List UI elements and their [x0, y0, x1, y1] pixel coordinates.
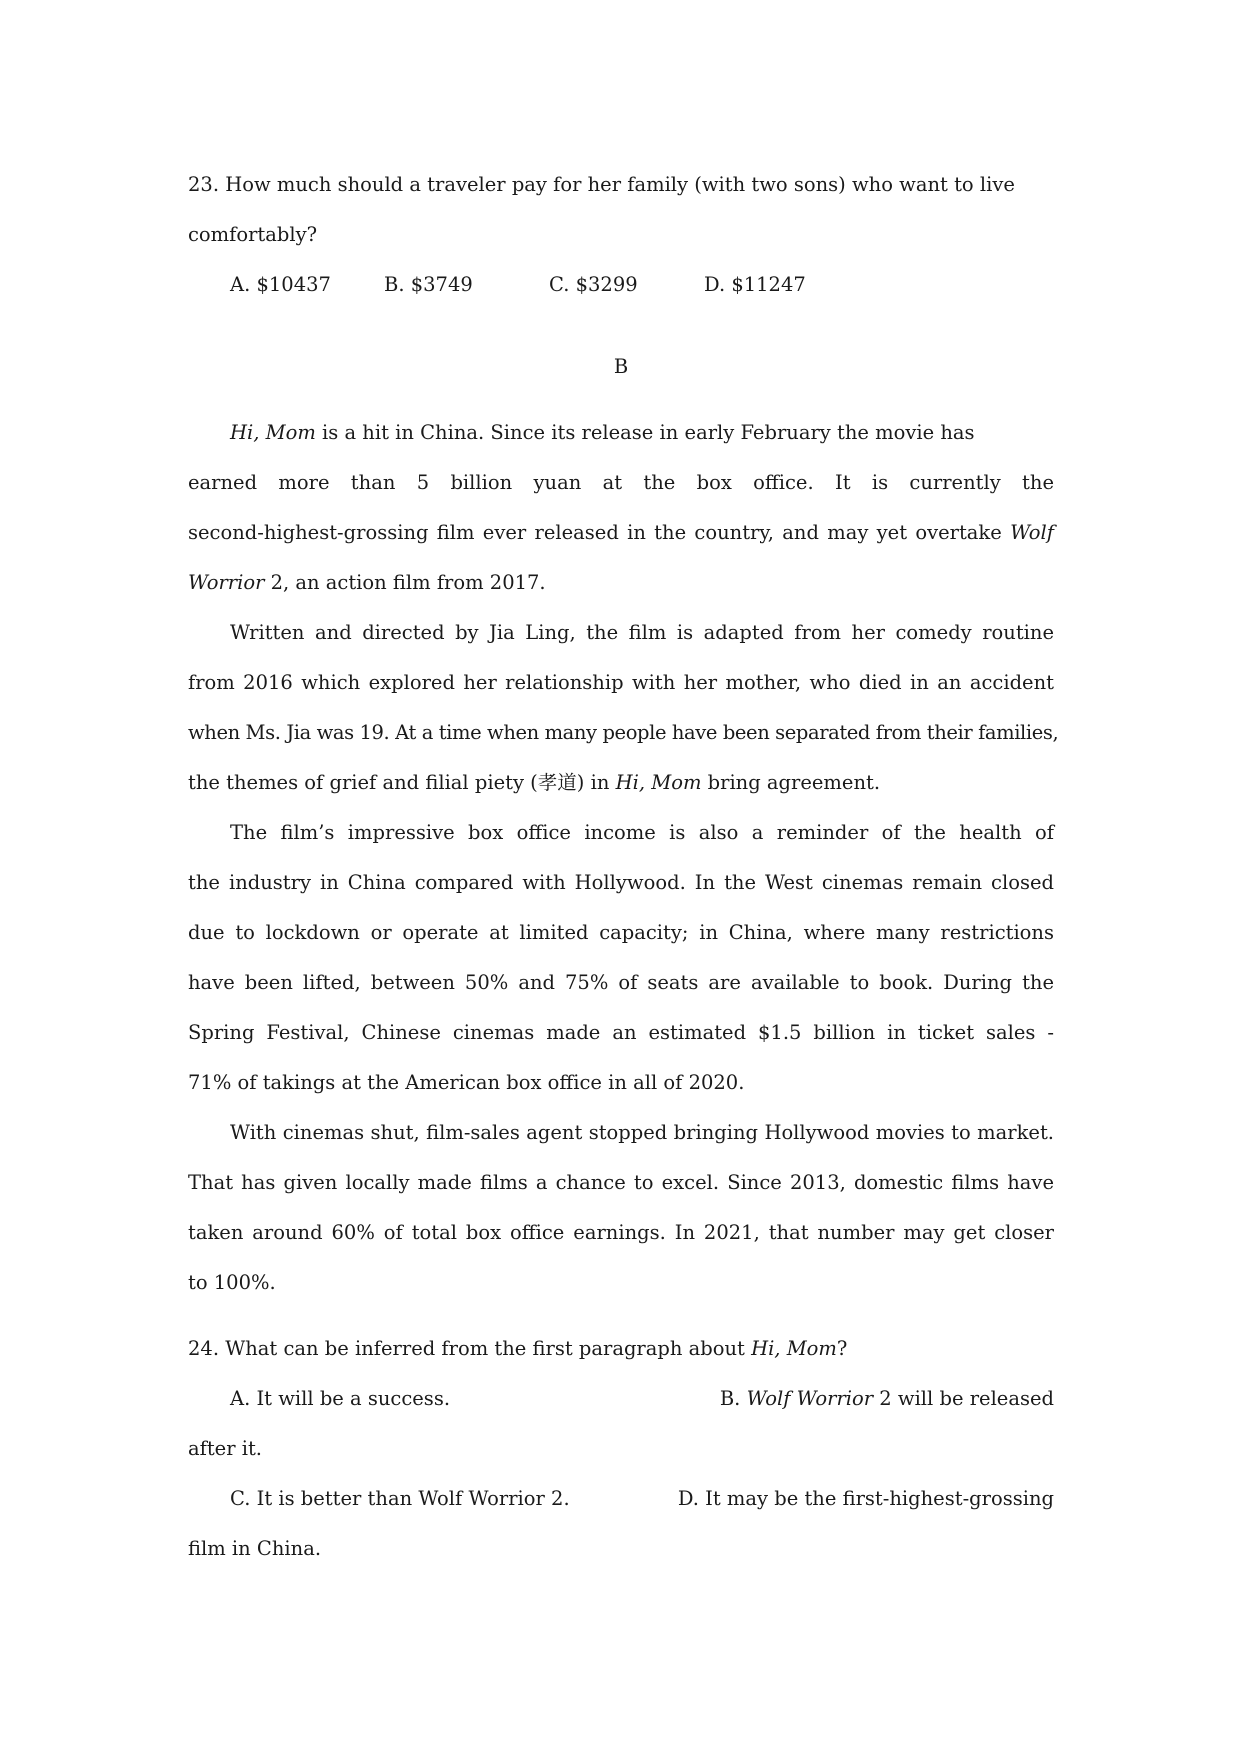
paragraph-1-line-2: earned more than 5 billion yuan at the box office. It is currently the — [188, 471, 1054, 494]
paragraph-2-line-2: from 2016 which explored her relationship with her mother, who died in an accident — [188, 671, 1054, 694]
paragraph-2-line-1: Written and directed by Jia Ling, the film is adapted from her comedy routine — [230, 621, 1054, 644]
question-23-stem-line2: comfortably? — [188, 223, 318, 246]
passage-paragraph-1 — [188, 408, 1054, 608]
passage-paragraph-2 — [188, 608, 1059, 808]
passage-paragraph-4 — [188, 1108, 1054, 1308]
question-24-options-row-1 — [188, 1374, 1054, 1424]
question-24-option-c: C. It is better than Wolf Worrior 2. — [230, 1487, 570, 1510]
paragraph-4-line-1: With cinemas shut, film-sales agent stopped bringing Hollywood movies to market. — [230, 1121, 1054, 1144]
paragraph-1-line-3: second-highest-grossing film ever released in the country, and may yet overtake Wolf — [188, 521, 1054, 544]
passage-paragraph-3 — [188, 808, 1054, 1108]
paragraph-1-line-4: Worrior 2, an action film from 2017. — [188, 571, 546, 594]
question-23-stem-line1: 23. How much should a traveler pay for her family (with two sons) who want to live — [188, 173, 1015, 196]
paragraph-4-line-4: to 100%. — [188, 1271, 276, 1294]
paragraph-4-line-2: That has given locally made films a chance to excel. Since 2013, domestic films have — [188, 1171, 1054, 1194]
question-23-option-b: B. $3749 — [384, 273, 473, 296]
paragraph-2-line-4: the themes of grief and filial piety (孝道) in Hi, Mom bring agreement. — [188, 771, 881, 794]
question-24-options-row-2 — [188, 1474, 1054, 1524]
question-23-option-c: C. $3299 — [549, 273, 638, 296]
paragraph-3-line-1: The film’s impressive box office income is also a reminder of the health of — [230, 821, 1054, 844]
paragraph-3-line-3: due to lockdown or operate at limited capacity; in China, where many restrictions — [188, 921, 1054, 944]
exam-page — [188, 160, 1059, 1574]
paragraph-3-line-6: 71% of takings at the American box office in all of 2020. — [188, 1071, 745, 1094]
question-23-options — [188, 260, 1054, 310]
section-heading: B — [613, 355, 629, 378]
question-24-option-a: A. It will be a success. — [230, 1387, 451, 1410]
question-24-option-b: B. Wolf Worrior 2 will be released — [719, 1387, 1054, 1410]
question-24-stem: 24. What can be inferred from the first paragraph about Hi, Mom? — [188, 1337, 848, 1360]
question-24-option-d: D. It may be the first-highest-grossing — [677, 1487, 1054, 1510]
paragraph-2-line-3: when Ms. Jia was 19. At a time when many people have been separated from their families, — [188, 721, 1059, 744]
movie-title: Hi, Mom — [230, 421, 316, 444]
question-24-option-d-continued: film in China. — [188, 1537, 322, 1560]
paragraph-4-line-3: taken around 60% of total box office earnings. In 2021, that number may get closer — [188, 1221, 1054, 1244]
question-24-option-b-continued: after it. — [188, 1437, 263, 1460]
paragraph-3-line-2: the industry in China compared with Hollywood. In the West cinemas remain closed — [188, 871, 1054, 894]
question-23-option-a: A. $10437 — [230, 273, 331, 296]
question-24 — [188, 1324, 1054, 1574]
question-23-option-d: D. $11247 — [704, 273, 806, 296]
paragraph-3-line-5: Spring Festival, Chinese cinemas made an estimated $1.5 billion in ticket sales - — [188, 1021, 1054, 1044]
paragraph-3-line-4: have been lifted, between 50% and 75% of seats are available to book. During the — [188, 971, 1054, 994]
question-23 — [188, 160, 1054, 310]
paragraph-1-line-1: Hi, Mom is a hit in China. Since its release in early February the movie has — [230, 421, 975, 444]
